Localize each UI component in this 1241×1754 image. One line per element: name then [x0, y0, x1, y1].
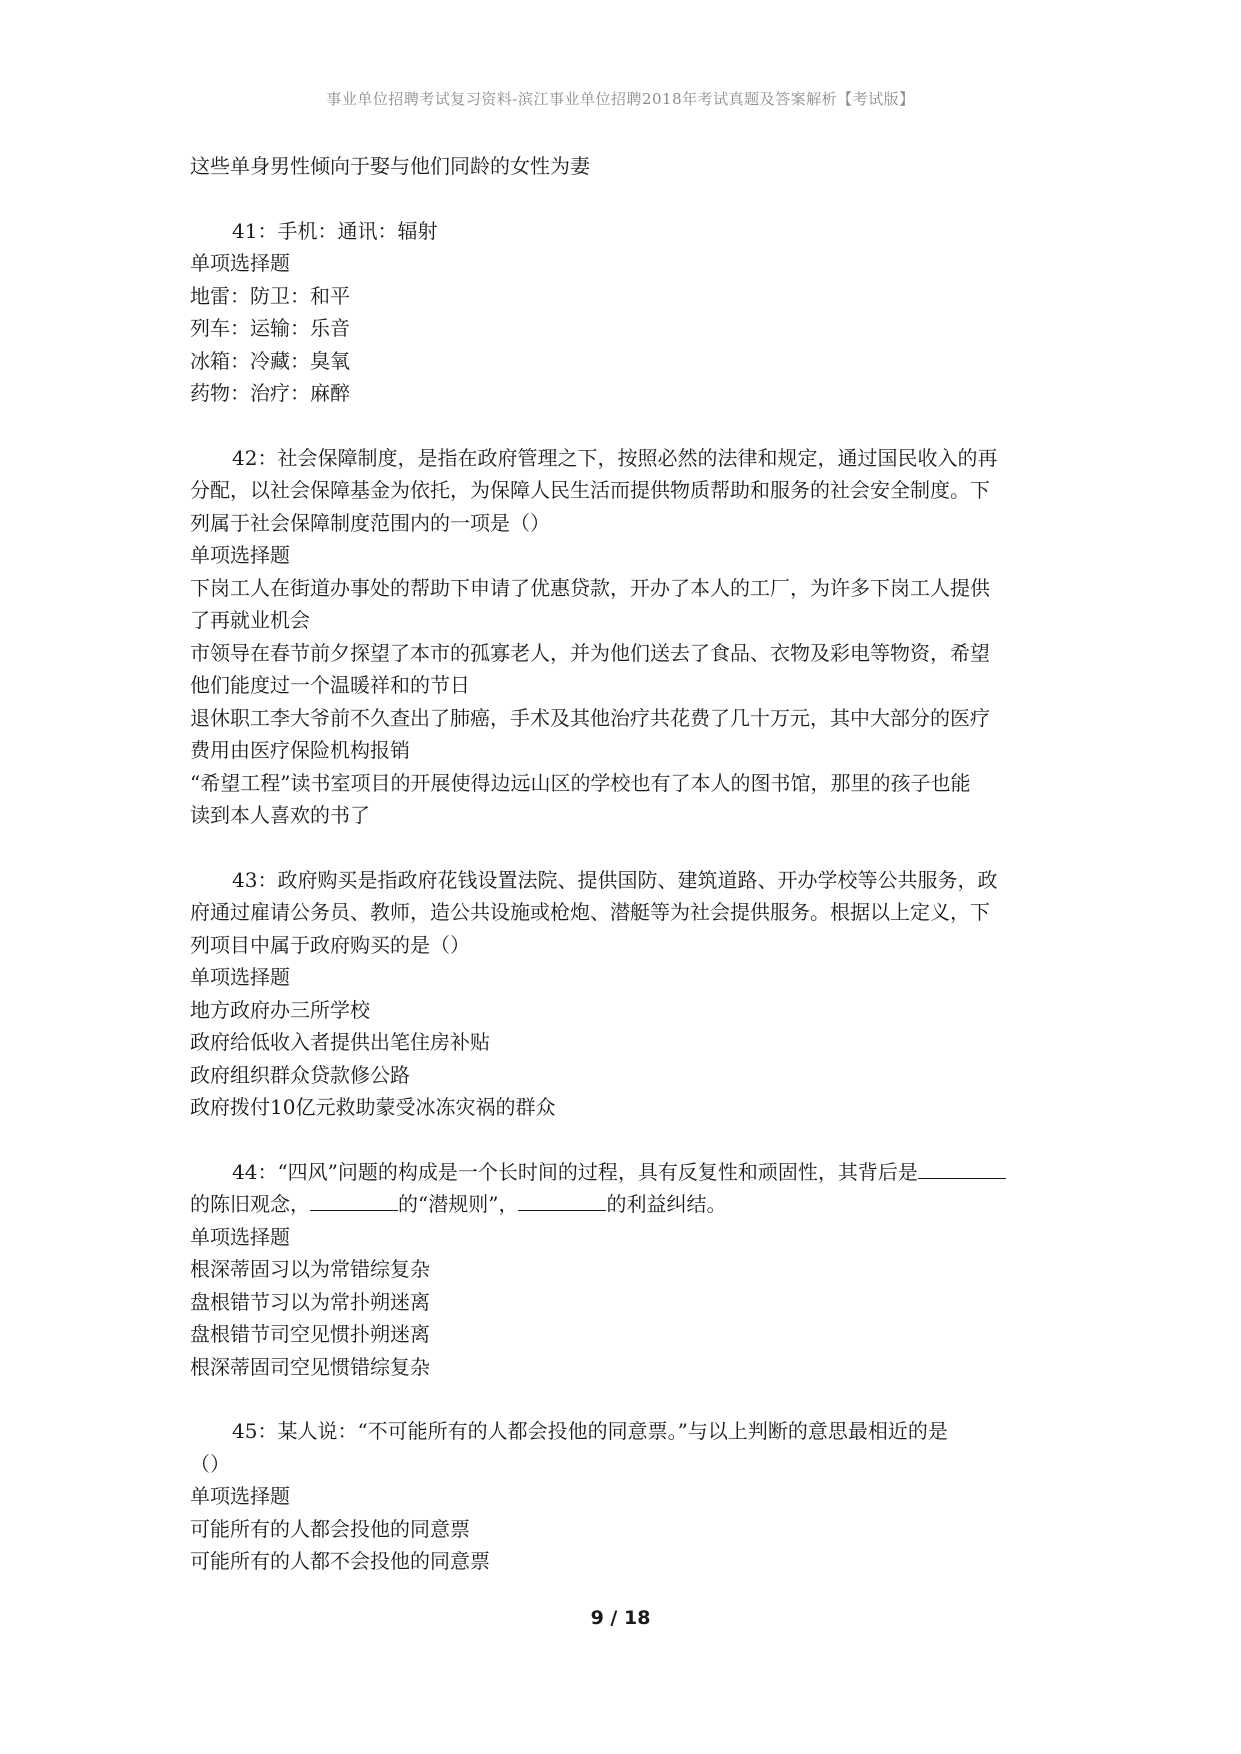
page-indicator: 9 / 18: [590, 1607, 651, 1629]
question-45: [190, 1415, 1060, 1578]
spacer: [190, 1383, 1060, 1415]
question-42: [190, 442, 1060, 832]
question-44: [190, 1156, 1060, 1384]
question-stem: （）: [190, 1451, 230, 1476]
option: 可能所有的人都不会投他的同意票: [190, 1549, 490, 1573]
option: 费用由医疗保险机构报销: [190, 738, 410, 762]
question-type: 单项选择题: [190, 251, 290, 275]
option: 根深蒂固司空见惯错综复杂: [190, 1354, 430, 1379]
question-stem: [190, 1188, 1060, 1221]
question-type: 单项选择题: [190, 1484, 290, 1508]
option: 下岗工人在街道办事处的帮助下申请了优惠贷款，开办了本人的工厂，为许多下岗工人提供: [190, 575, 990, 600]
spacer: [190, 410, 1060, 442]
option: 列车：运输：乐音: [190, 316, 350, 340]
question-stem-text: 的利益纠结。: [606, 1192, 727, 1216]
question-type: 单项选择题: [190, 965, 290, 989]
option: 地雷：防卫：和平: [190, 283, 350, 308]
spacer: [190, 1124, 1060, 1156]
option: 盘根错节司空见惯扑朔迷离: [190, 1322, 430, 1346]
question-stem-text: 的陈旧观念，: [190, 1192, 310, 1216]
option: 政府给低收入者提供出笔住房补贴: [190, 1030, 490, 1054]
question-41: [190, 215, 1060, 410]
option: 了再就业机会: [190, 608, 310, 632]
question-stem: 列属于社会保障制度范围内的一项是（）: [190, 510, 550, 535]
question-stem: 分配，以社会保障基金为依托，为保障人民生活而提供物质帮助和服务的社会安全制度。下: [190, 478, 990, 502]
document-body: [190, 150, 1060, 1578]
question-stem-text: 44：“四风”问题的构成是一个长时间的过程，具有反复性和顽固性，其背后是: [232, 1159, 918, 1184]
option: 可能所有的人都会投他的同意票: [190, 1516, 470, 1541]
option: 退休职工李大爷前不久查出了肺癌，手术及其他治疗共花费了几十万元，其中大部分的医疗: [190, 705, 990, 730]
spacer: [190, 183, 1060, 215]
fill-blank: [310, 1190, 398, 1211]
option: 读到本人喜欢的书了: [190, 803, 370, 827]
question-stem: 43：政府购买是指政府花钱设置法院、提供国防、建筑道路、开办学校等公共服务，政: [232, 867, 998, 892]
option: 市领导在春节前夕探望了本市的孤寡老人，并为他们送去了食品、衣物及彩电等物资，希望: [190, 640, 990, 665]
intro-line: 这些单身男性倾向于娶与他们同龄的女性为妻: [190, 154, 590, 178]
question-stem: 45：某人说：“不可能所有的人都会投他的同意票。”与以上判断的意思最相近的是: [232, 1419, 948, 1443]
question-stem: 41：手机：通讯：辐射: [232, 218, 438, 243]
question-stem: [190, 1156, 1060, 1189]
page-header: 事业单位招聘考试复习资料-滨江事业单位招聘2018年考试真题及答案解析【考试版】: [326, 90, 915, 108]
option: 盘根错节习以为常扑朔迷离: [190, 1289, 430, 1314]
question-type: 单项选择题: [190, 543, 290, 567]
option: 政府组织群众贷款修公路: [190, 1062, 410, 1087]
option: 他们能度过一个温暖祥和的节日: [190, 673, 470, 697]
option: 药物：治疗：麻醉: [190, 381, 350, 405]
option: “希望工程”读书室项目的开展使得边远山区的学校也有了本人的图书馆，那里的孩子也能: [190, 770, 971, 795]
option: 政府拨付10亿元救助蒙受冰冻灾祸的群众: [190, 1095, 556, 1119]
spacer: [190, 832, 1060, 864]
question-type: 单项选择题: [190, 1224, 290, 1249]
option: 地方政府办三所学校: [190, 997, 370, 1022]
fill-blank: [918, 1158, 1006, 1179]
question-stem: 府通过雇请公务员、教师，造公共设施或枪炮、潜艇等为社会提供服务。根据以上定义，下: [190, 900, 990, 924]
question-43: [190, 864, 1060, 1124]
question-stem: 42：社会保障制度，是指在政府管理之下，按照必然的法律和规定，通过国民收入的再: [232, 445, 998, 470]
fill-blank: [518, 1190, 606, 1211]
question-stem-text: 的“潜规则”，: [398, 1192, 519, 1216]
question-stem: 列项目中属于政府购买的是（）: [190, 932, 470, 957]
option: 冰箱：冷藏：臭氧: [190, 348, 350, 373]
option: 根深蒂固习以为常错综复杂: [190, 1257, 430, 1281]
